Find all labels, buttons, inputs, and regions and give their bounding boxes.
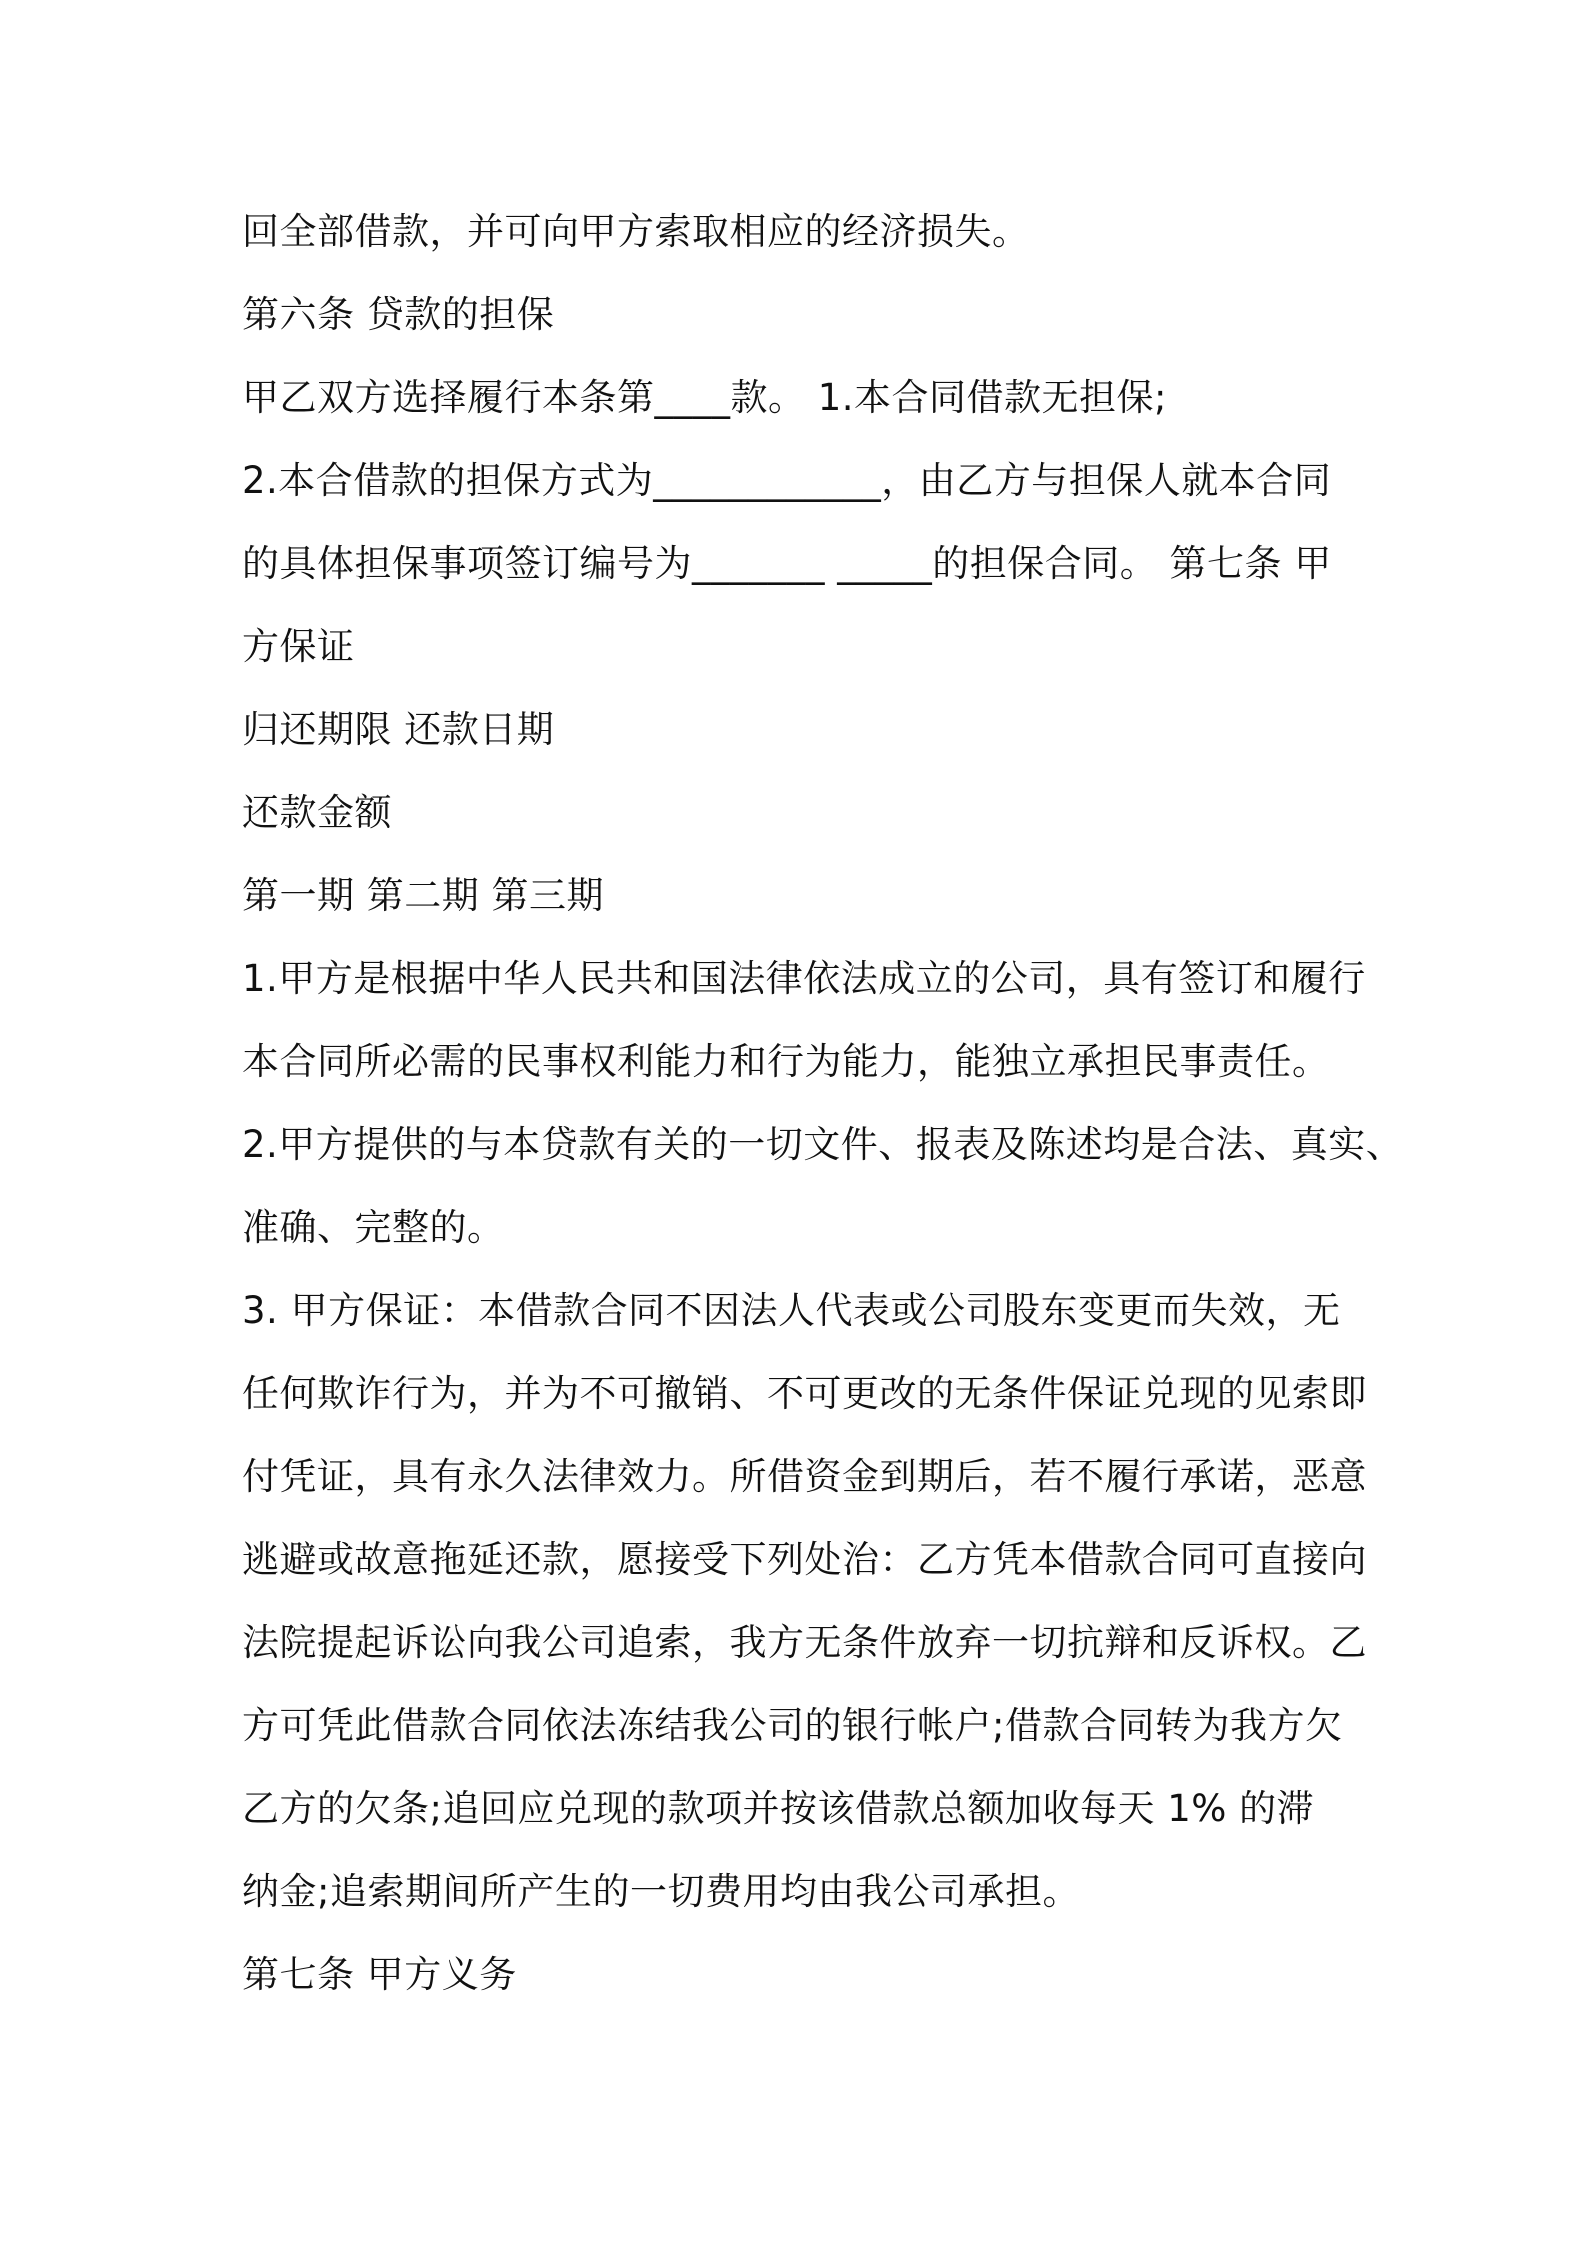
text-line: 归还期限 还款日期: [242, 708, 555, 751]
text-line: 2.甲方提供的与本贷款有关的一切文件、报表及陈述均是合法、真实、: [242, 1123, 1404, 1166]
text-line: 法院提起诉讼向我公司追索，我方无条件放弃一切抗辩和反诉权。乙: [242, 1621, 1367, 1664]
text-line: 任何欺诈行为，并为不可撤销、不可更改的无条件保证兑现的见索即: [242, 1372, 1367, 1415]
text-line: 方保证: [242, 625, 355, 668]
document-body: [242, 190, 1404, 2016]
text-line: 付凭证，具有永久法律效力。所借资金到期后，若不履行承诺，恶意: [242, 1455, 1367, 1498]
text-line: 第一期 第二期 第三期: [242, 874, 605, 917]
section-heading: 第七条 甲方义务: [242, 1953, 517, 1996]
text-line: 1.甲方是根据中华人民共和国法律依法成立的公司，具有签订和履行: [242, 957, 1366, 1000]
text-line: 的具体担保事项签订编号为_______ _____的担保合同。 第七条 甲: [242, 542, 1332, 585]
text-line: 2.本合借款的担保方式为____________，由乙方与担保人就本合同: [242, 459, 1332, 502]
text-line: 3. 甲方保证：本借款合同不因法人代表或公司股东变更而失效，无: [242, 1289, 1341, 1332]
text-line: 回全部借款，并可向甲方索取相应的经济损失。: [242, 210, 1030, 253]
text-line: 本合同所必需的民事权利能力和行为能力，能独立承担民事责任。: [242, 1040, 1330, 1083]
text-line: 逃避或故意拖延还款，愿接受下列处治：乙方凭本借款合同可直接向: [242, 1538, 1367, 1581]
text-line: 纳金;追索期间所产生的一切费用均由我公司承担。: [242, 1870, 1080, 1913]
text-line: 方可凭此借款合同依法冻结我公司的银行帐户;借款合同转为我方欠: [242, 1704, 1343, 1747]
text-line: 准确、完整的。: [242, 1206, 505, 1249]
text-line: 乙方的欠条;追回应兑现的款项并按该借款总额加收每天 1% 的滞: [242, 1787, 1315, 1830]
text-line: 甲乙双方选择履行本条第____款。 1.本合同借款无担保;: [242, 376, 1168, 419]
text-line: 还款金额: [242, 791, 392, 834]
section-heading: 第六条 贷款的担保: [242, 293, 555, 336]
